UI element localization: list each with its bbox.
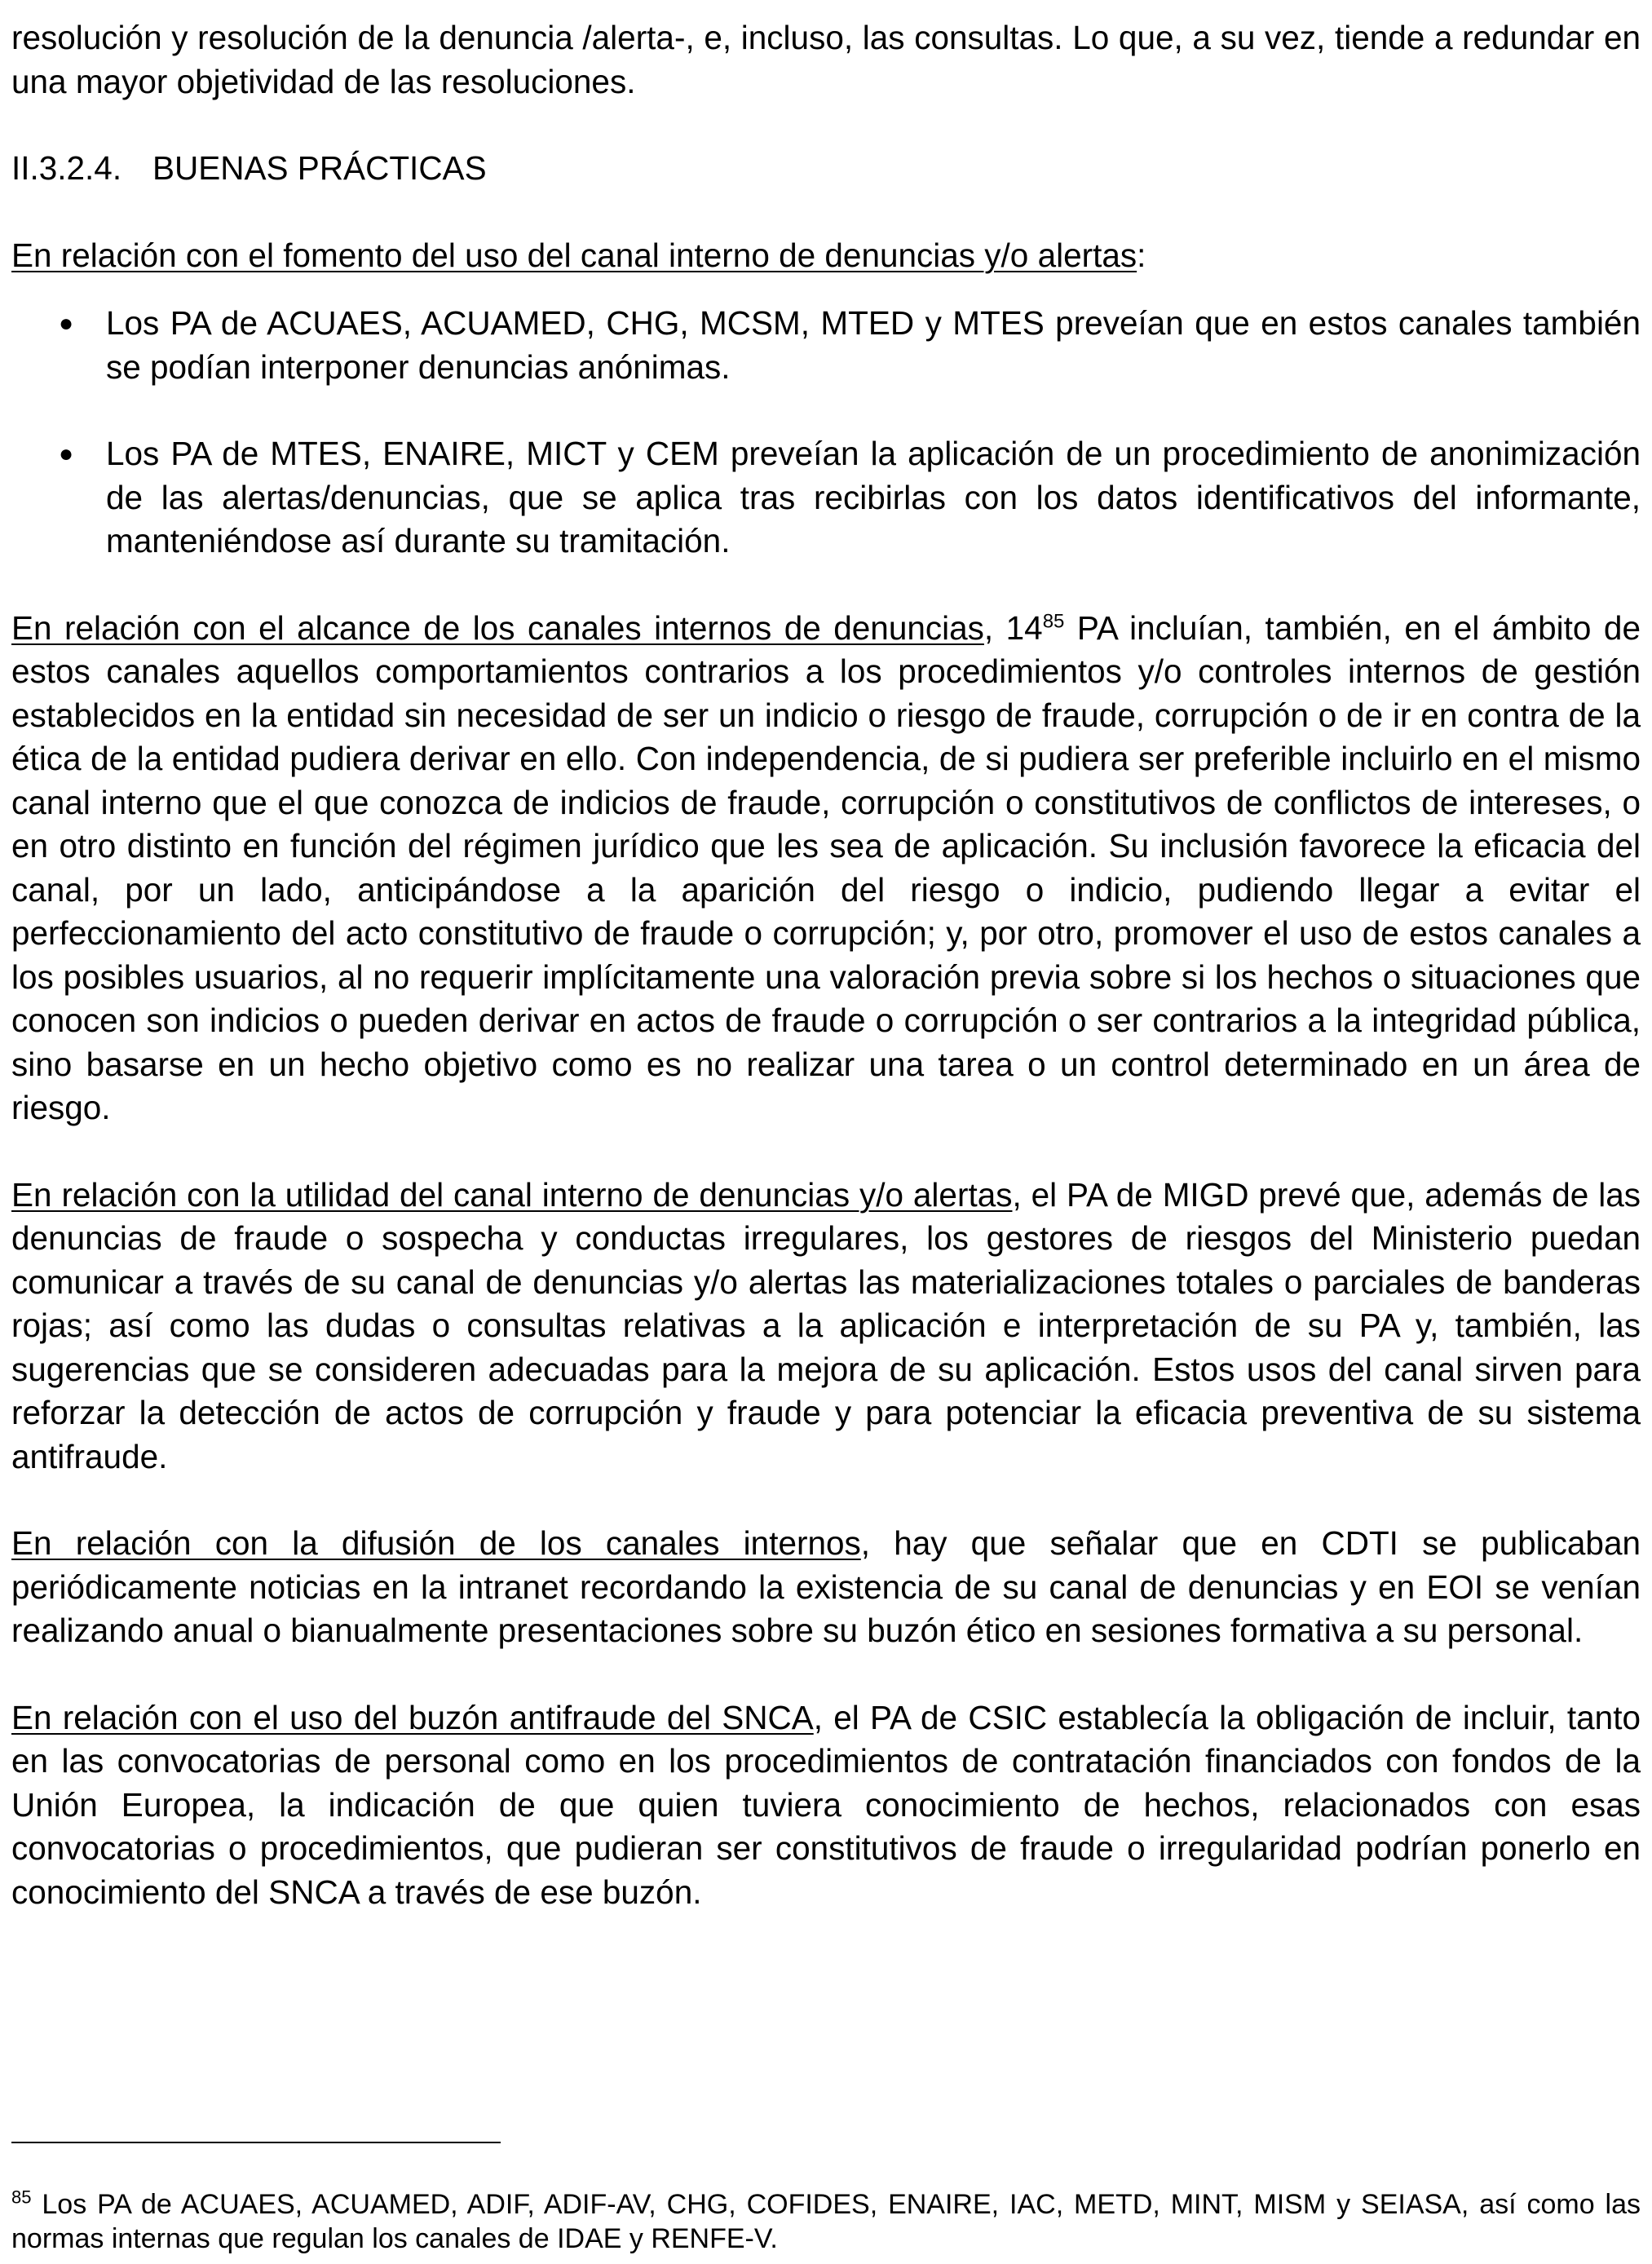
alcance-before-ref: , 14 <box>983 608 1043 647</box>
alcance-lead: En relación con el alcance de los canales internos de denuncias <box>11 608 984 647</box>
bullet-text: Los PA de MTES, ENAIRE, MICT y CEM preveían la aplicación de un procedimiento de anonimización de las alertas/denuncias, que se aplica tras recibirlas con los datos identificativos del informante, manteniéndose así durante su tramitación. <box>106 435 1641 559</box>
footnote-number: 85 <box>11 2187 32 2208</box>
buzon-paragraph <box>11 1696 1641 1915</box>
buzon-lead: En relación con el uso del buzón antifraude del SNCA <box>11 1698 814 1736</box>
fomento-bullet-list <box>11 302 1641 564</box>
footnote-divider <box>11 2142 501 2143</box>
alcance-paragraph <box>11 607 1641 1130</box>
list-item <box>11 302 1641 389</box>
section-title: BUENAS PRÁCTICAS <box>152 149 487 187</box>
buzon-body: , el PA de CSIC establecía la obligación de incluir, tanto en las convocatorias de personal como en los procedimientos de contratación financiados con fondos de la Unión Europea, la indicación de que quien tuviera conocimiento de hechos, relacionados con esas convocatorias o procedimientos, que pudieran ser constitutivos de fraude o irregularidad podrían ponerlo en conocimiento del SNCA a través de ese buzón. <box>11 1698 1641 1911</box>
bullet-icon: ● <box>59 310 74 337</box>
difusion-lead: En relación con la difusión de los canales internos <box>11 1524 861 1562</box>
alcance-body: PA incluían, también, en el ámbito de estos canales aquellos comportamientos contrarios a los procedimientos y/o controles internos de gestión establecidos en la entidad sin necesidad de ser un indicio o riesgo de fraude, corrupción o de ir en contra de la ética de la entidad pudiera derivar en ello. Con independencia, de si pudiera ser preferible incluirlo en el mismo canal interno que el que conozca de indicios de fraude, corrupción o constitutivos de conflictos de intereses, o en otro distinto en función del régimen jurídico que les sea de aplicación. Su inclusión favorece la eficacia del canal, por un lado, anticipándose a la aparición del riesgo o indicio, pudiendo llegar a evitar el perfeccionamiento del acto constitutivo de fraude o corrupción; y, por otro, promover el uso de estos canales a los posibles usuarios, al no requerir implícitamente una valoración previa sobre si los hechos o situaciones que conocen son indicios o pueden derivar en actos de fraude o corrupción o ser contrarios a la integridad pública, sino basarse en un hecho objetivo como es no realizar una tarea o un control determinado en un área de riesgo. <box>11 608 1641 1126</box>
list-item <box>11 432 1641 564</box>
intro-text: resolución y resolución de la denuncia /alerta-, e, incluso, las consultas. Lo que, a su vez, tiende a redundar en una mayor objetividad de las resoluciones. <box>11 19 1641 100</box>
bullet-text: Los PA de ACUAES, ACUAMED, CHG, MCSM, MTED y MTES preveían que en estos canales también se podían interponer denuncias anónimas. <box>106 304 1641 386</box>
section-number: II.3.2.4. <box>11 149 122 187</box>
fomento-lead-end: : <box>1137 236 1146 274</box>
bullet-icon: ● <box>59 440 74 467</box>
footnote-reference[interactable]: 85 <box>1042 610 1065 632</box>
fomento-lead: En relación con el fomento del uso del canal interno de denuncias y/o alertas <box>11 236 1137 274</box>
document-body <box>11 16 1641 1914</box>
intro-paragraph <box>11 16 1641 104</box>
fomento-lead-paragraph <box>11 234 1641 278</box>
footnote-text: Los PA de ACUAES, ACUAMED, ADIF, ADIF-AV, CHG, COFIDES, ENAIRE, IAC, METD, MINT, MISM y SEIASA, así como las normas internas que regulan los canales de IDAE y RENFE-V. <box>11 2189 1641 2254</box>
footnote <box>11 2187 1641 2256</box>
section-heading <box>11 147 1641 191</box>
utilidad-lead: En relación con la utilidad del canal interno de denuncias y/o alertas <box>11 1175 1013 1214</box>
utilidad-body: , el PA de MIGD prevé que, además de las denuncias de fraude o sospecha y conductas irregulares, los gestores de riesgos del Ministerio puedan comunicar a través de su canal de denuncias y/o alertas las materializaciones totales o parciales de banderas rojas; así como las dudas o consultas relativas a la aplicación e interpretación de su PA y, también, las sugerencias que se consideren adecuadas para la mejora de su aplicación. Estos usos del canal sirven para reforzar la detección de actos de corrupción y fraude y para potenciar la eficacia preventiva de su sistema antifraude. <box>11 1175 1641 1475</box>
utilidad-paragraph <box>11 1174 1641 1479</box>
difusion-paragraph <box>11 1522 1641 1653</box>
difusion-body: , hay que señalar que en CDTI se publicaban periódicamente noticias en la intranet recordando la existencia de su canal de denuncias y en EOI se venían realizando anual o bianualmente presentaciones sobre su buzón ético en sesiones formativa a su personal. <box>11 1524 1641 1649</box>
